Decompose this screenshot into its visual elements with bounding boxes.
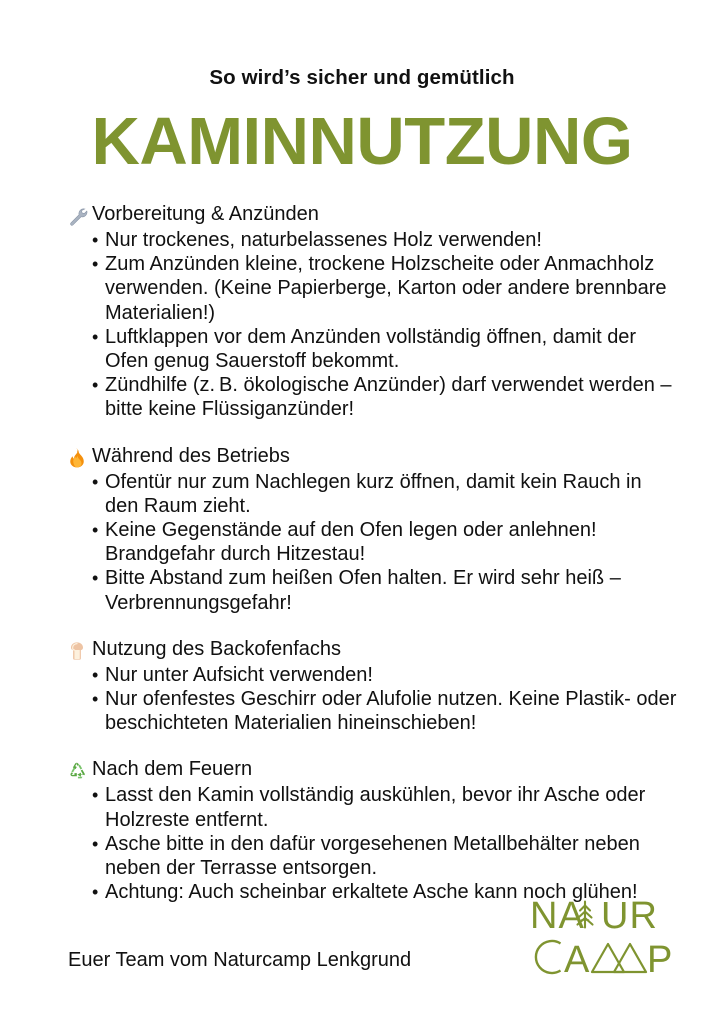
mountains-icon bbox=[592, 944, 646, 972]
logo-line2-a: A bbox=[564, 939, 590, 978]
list-item: • Asche bitte in den dafür vorgesehenen Metallbehälter neben neben der Terrasse entsorgen. bbox=[68, 832, 680, 880]
page-title: KAMINNUTZUNG bbox=[91, 103, 633, 179]
fire-icon bbox=[68, 444, 92, 468]
section-nach-dem-feuern bbox=[68, 757, 680, 904]
section-title: Während des Betriebs bbox=[92, 444, 290, 467]
list-item: • Nur ofenfestes Geschirr oder Alufolie nutzen. Keine Plastik- oder beschichteten Materialien hineinschieben! bbox=[68, 687, 680, 735]
list-item: • Zum Anzünden kleine, trockene Holzscheite oder Anmachholz verwenden. (Keine Papierberge, Karton oder andere brennbare Materialien!) bbox=[68, 252, 680, 325]
list-item: • Zündhilfe (z. B. ökologische Anzünder) darf verwendet werden – bitte keine Flüssiganzünder! bbox=[68, 373, 680, 421]
section-title: Nutzung des Backofenfachs bbox=[92, 637, 342, 660]
logo-line2-after: P bbox=[647, 939, 673, 978]
section-betrieb bbox=[68, 444, 680, 615]
bread-icon bbox=[68, 637, 92, 661]
section-bullet-list bbox=[68, 228, 680, 422]
logo-line1-after: UR bbox=[601, 896, 658, 937]
naturcamp-logo bbox=[530, 896, 680, 978]
page-footer bbox=[68, 896, 680, 978]
footer-signature: Euer Team vom Naturcamp Lenkgrund bbox=[68, 949, 412, 971]
list-item: • Nur trockenes, naturbelassenes Holz verwenden! bbox=[68, 228, 680, 252]
section-bullet-list bbox=[68, 663, 680, 736]
list-item: • Achtung: Auch scheinbar erkaltete Asche kann noch glühen! bbox=[68, 880, 680, 904]
page-header bbox=[0, 0, 724, 179]
section-heading bbox=[68, 757, 680, 781]
page-subtitle: So wird’s sicher und gemütlich bbox=[209, 66, 515, 89]
recycling-icon bbox=[68, 757, 92, 780]
section-heading bbox=[68, 637, 680, 661]
section-bullet-list bbox=[68, 470, 680, 615]
list-item: • Ofentür nur zum Nachlegen kurz öffnen, damit kein Rauch in den Raum zieht. bbox=[68, 470, 680, 518]
section-vorbereitung bbox=[68, 202, 680, 422]
list-item: • Luftklappen vor dem Anzünden vollständig öffnen, damit der Ofen genug Sauerstoff bekommt. bbox=[68, 325, 680, 373]
wrench-icon bbox=[68, 202, 92, 226]
logo-letter-c bbox=[536, 941, 561, 973]
section-backofenfach bbox=[68, 637, 680, 736]
section-title: Nach dem Feuern bbox=[92, 758, 253, 781]
sections-container bbox=[0, 202, 724, 904]
logo-line1-before: NA bbox=[530, 896, 585, 937]
section-heading bbox=[68, 444, 680, 468]
section-bullet-list bbox=[68, 783, 680, 904]
section-title: Vorbereitung & Anzünden bbox=[92, 202, 319, 225]
list-item: • Keine Gegenstände auf den Ofen legen oder anlehnen! Brandgefahr durch Hitzestau! bbox=[68, 518, 680, 566]
section-heading bbox=[68, 202, 680, 226]
list-item: • Lasst den Kamin vollständig auskühlen, bevor ihr Asche oder Holzreste entfernt. bbox=[68, 783, 680, 831]
list-item: • Bitte Abstand zum heißen Ofen halten. Er wird sehr heiß – Verbrennungsgefahr! bbox=[68, 566, 680, 614]
list-item: • Nur unter Aufsicht verwenden! bbox=[68, 663, 680, 687]
